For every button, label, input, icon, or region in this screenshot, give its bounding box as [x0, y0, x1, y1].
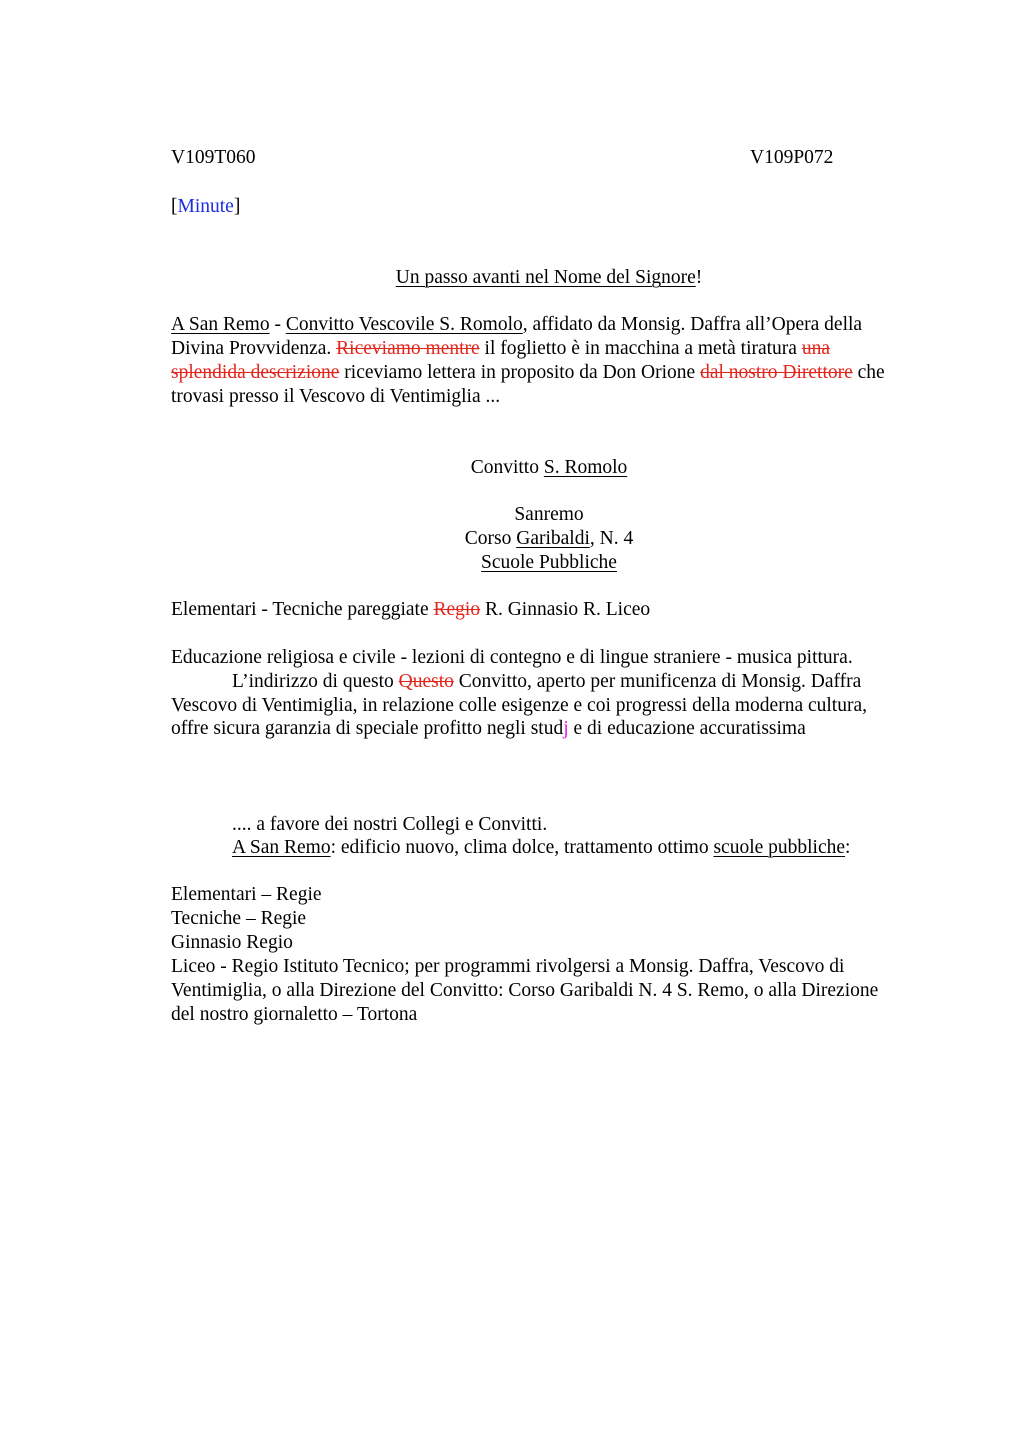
para2-line1: Educazione religiosa e civile - lezioni di contegno e di lingue straniere - musica pittura. [171, 647, 853, 668]
inserted-letter: j [563, 718, 569, 739]
convitto-heading [171, 456, 927, 480]
san-remo-link: A San Remo [171, 314, 270, 335]
title-text: Un passo avanti nel Nome del Signore [395, 267, 696, 288]
para2-text: Convitto, aperto per munificenza di Monsig. Daffra [453, 671, 862, 692]
san-remo-label: A San Remo [232, 837, 331, 858]
page-title [171, 266, 927, 290]
bracket-open: [ [171, 196, 178, 217]
convitto-address [171, 527, 927, 551]
public-schools-label: scuole pubbliche [713, 837, 846, 858]
deleted-text: Questo [398, 671, 454, 692]
schools-line [171, 598, 650, 622]
para2-text: L’indirizzo di questo [232, 671, 399, 692]
para1-text: che [852, 362, 885, 383]
para1-line4: trovasi presso il Vescovo di Ventimiglia ... [171, 386, 501, 407]
list-item: Liceo - Regio Istituto Tecnico; per programmi rivolgersi a Monsig. Daffra, Vescovo di [171, 956, 845, 977]
list-item: Ventimiglia, o alla Direzione del Convitto: Corso Garibaldi N. 4 S. Remo, o alla Direzione [171, 980, 879, 1001]
para1-text: riceviamo lettera in proposito da Don Orione [339, 362, 701, 383]
para2-line4 [171, 717, 806, 741]
address-street: Garibaldi [516, 528, 590, 549]
para1-text: Divina Provvidenza. [171, 338, 337, 359]
schools-text: Elementari - Tecniche pareggiate [171, 599, 434, 620]
convitto-saint: S. Romolo [543, 457, 628, 478]
para2-line3: Vescovo di Ventimiglia, in relazione colle esigenze e coi progressi della moderna cultura, [171, 695, 867, 716]
para2-text: offre sicura garanzia di speciale profitto negli stud [171, 718, 564, 739]
schools-text: R. Ginnasio R. Liceo [480, 599, 651, 620]
para1-line1 [171, 313, 862, 337]
para1-text: , affidato da Monsig. Daffra all’Opera della [522, 314, 863, 335]
minute-tag [171, 195, 240, 219]
deleted-text: splendida descrizione [171, 362, 340, 383]
deleted-text: Riceviamo mentre [336, 338, 480, 359]
title-end: ! [695, 267, 703, 288]
para3-line1: .... a favore dei nostri Collegi e Convitti. [232, 814, 548, 835]
para3-text: : edificio nuovo, clima dolce, trattamento ottimo [330, 837, 714, 858]
para2-text: e di educazione accuratissima [568, 718, 806, 739]
list-item: Ginnasio Regio [171, 932, 293, 953]
para2-line2 [232, 670, 861, 694]
para1-line3 [171, 361, 885, 385]
convitto-name: Convitto Vescovile S. Romolo [285, 314, 523, 335]
convitto-city: Sanremo [514, 504, 584, 525]
list-item: Tecniche – Regie [171, 908, 307, 929]
deleted-text: dal nostro Direttore [700, 362, 853, 383]
address-prefix: Corso [464, 528, 517, 549]
document-code-left: V109T060 [171, 147, 256, 168]
para3-line2 [232, 836, 850, 860]
para1-line2 [171, 337, 830, 361]
minute-label: Minute [177, 196, 234, 217]
para1-text: il foglietto è in macchina a metà tiratura [479, 338, 802, 359]
bracket-close: ] [233, 196, 241, 217]
schools-label: Scuole Pubbliche [481, 552, 617, 573]
list-item: del nostro giornaletto – Tortona [171, 1004, 418, 1025]
convitto-schools [171, 551, 927, 575]
convitto-label: Convitto [470, 457, 544, 478]
para3-text: : [845, 837, 851, 858]
address-number: , N. 4 [589, 528, 634, 549]
separator: - [269, 314, 286, 335]
deleted-text: Regio [433, 599, 481, 620]
document-code-right: V109P072 [750, 147, 834, 168]
deleted-text: una [801, 338, 830, 359]
list-item: Elementari – Regie [171, 884, 322, 905]
